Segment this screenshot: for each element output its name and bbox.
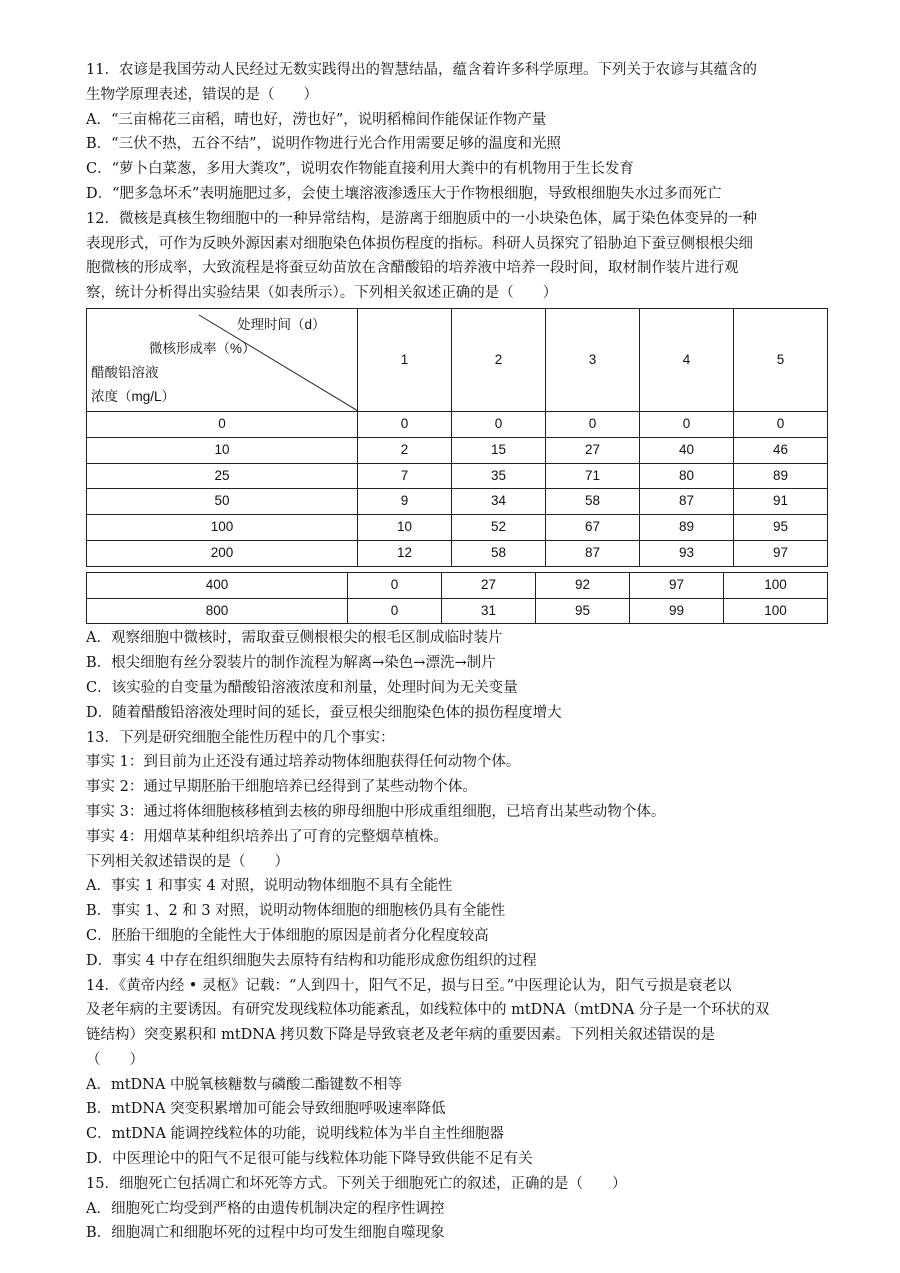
text-line: 15．细胞死亡包括凋亡和坏死等方式。下列关于细胞死亡的叙述，正确的是（ ）	[86, 1175, 627, 1192]
table-cell: 34	[452, 489, 546, 515]
text-line: 察，统计分析得出实验结果（如表所示）。下列相关叙述正确的是（ ）	[86, 285, 558, 302]
table-row	[87, 489, 828, 515]
day-header: 4	[640, 308, 734, 411]
table-cell: 10	[87, 437, 358, 463]
table-cell: 50	[87, 489, 358, 515]
table-cell: 89	[734, 463, 828, 489]
table-row	[87, 572, 828, 598]
table-cell: 7	[358, 463, 452, 489]
text-line: C．“萝卜白菜葱，多用大粪攻”，说明农作物能直接利用大粪中的有机物用于生长发育	[86, 161, 634, 178]
header-time-label: 处理时间（d）	[237, 316, 326, 332]
day-header: 2	[452, 308, 546, 411]
text-line: 事实 4：用烟草某种组织培养出了可育的完整烟草植株。	[86, 828, 448, 845]
diagonal-header-cell	[87, 308, 358, 411]
text-line: D．事实 4 中存在组织细胞失去原特有结构和功能形成愈伤组织的过程	[86, 952, 537, 969]
table-cell: 58	[546, 489, 640, 515]
table-cell: 58	[452, 540, 546, 566]
table-cell: 67	[546, 515, 640, 541]
table-cell: 87	[640, 489, 734, 515]
micronucleus-table-continued	[86, 572, 828, 625]
table-cell: 200	[87, 540, 358, 566]
text-line: 13．下列是研究细胞全能性历程中的几个事实：	[86, 729, 395, 746]
table-cell: 40	[640, 437, 734, 463]
table-cell: 0	[348, 572, 442, 598]
text-line: D．随着醋酸铅溶液处理时间的延长，蚕豆根尖细胞染色体的损伤程度增大	[86, 704, 562, 721]
day-header: 1	[358, 308, 452, 411]
text-line: 事实 2：通过早期胚胎干细胞培养已经得到了某些动物个体。	[86, 779, 477, 796]
table-cell: 100	[724, 572, 828, 598]
table-cell: 27	[442, 572, 536, 598]
text-line: C．该实验的自变量为醋酸铅溶液浓度和剂量，处理时间为无关变量	[86, 679, 518, 696]
table-cell: 89	[640, 515, 734, 541]
micronucleus-table	[86, 308, 828, 567]
table-cell: 97	[734, 540, 828, 566]
text-line: A．mtDNA 中脱氧核糖数与磷酸二酯键数不相等	[86, 1076, 402, 1093]
table-cell: 95	[734, 515, 828, 541]
table-cell: 0	[348, 598, 442, 624]
table-cell: 80	[640, 463, 734, 489]
table-cell: 46	[734, 437, 828, 463]
text-line: 胞微核的形成率，大致流程是将蚕豆幼苗放在含醋酸铅的培养液中培养一段时间，取材制作装片进行观	[86, 260, 739, 277]
table-cell: 97	[630, 572, 724, 598]
table-cell: 71	[546, 463, 640, 489]
table-cell: 0	[358, 411, 452, 437]
table-cell: 25	[87, 463, 358, 489]
text-line: B．细胞凋亡和细胞坏死的过程中均可发生细胞自噬现象	[86, 1225, 445, 1242]
table-cell: 9	[358, 489, 452, 515]
text-line: 生物学原理表述，错误的是（ ）	[86, 86, 318, 103]
text-line: 下列相关叙述错误的是（ ）	[86, 853, 289, 870]
text-line: A．细胞死亡均受到严格的由遗传机制决定的程序性调控	[86, 1200, 445, 1217]
table-cell: 0	[452, 411, 546, 437]
question-11-12-text	[86, 58, 826, 306]
header-conc-label-1: 醋酸铅溶液	[91, 364, 159, 380]
text-line: C．mtDNA 能调控线粒体的功能，说明线粒体为半自主性细胞器	[86, 1126, 505, 1143]
text-line: D．中医理论中的阳气不足很可能与线粒体功能下降导致供能不足有关	[86, 1151, 533, 1168]
table-cell: 0	[640, 411, 734, 437]
header-rate-label: 微核形成率（%）	[149, 340, 256, 356]
table-cell: 93	[640, 540, 734, 566]
text-line: A．“三亩棉花三亩稻，晴也好，涝也好”，说明稻棉间作能保证作物产量	[86, 111, 547, 128]
table-cell: 100	[87, 515, 358, 541]
table-row	[87, 540, 828, 566]
table-cell: 95	[536, 598, 630, 624]
text-line: 14．《黄帝内经 • 灵枢》记载：“人到四十，阳气不足，损与日至。”中医理论认为，阳气亏损是衰老以	[86, 977, 732, 994]
text-line: A．事实 1 和事实 4 对照，说明动物体细胞不具有全能性	[86, 878, 453, 895]
table-cell: 91	[734, 489, 828, 515]
table-row	[87, 463, 828, 489]
text-line: C．胚胎干细胞的全能性大于体细胞的原因是前者分化程度较高	[86, 927, 489, 944]
table-cell: 92	[536, 572, 630, 598]
table-row	[87, 437, 828, 463]
table-cell: 31	[442, 598, 536, 624]
table-cell: 0	[546, 411, 640, 437]
day-header: 3	[546, 308, 640, 411]
table-cell: 0	[87, 411, 358, 437]
data-table	[86, 308, 826, 624]
table-cell: 12	[358, 540, 452, 566]
day-header: 5	[734, 308, 828, 411]
header-conc-label-2: 浓度（mg/L）	[91, 388, 176, 404]
text-line: B．“三伏不热，五谷不结”，说明作物进行光合作用需要足够的温度和光照	[86, 136, 561, 153]
question-12-15-text	[86, 626, 826, 1246]
table-cell: 15	[452, 437, 546, 463]
table-cell: 2	[358, 437, 452, 463]
table-cell: 99	[630, 598, 724, 624]
table-cell: 400	[87, 572, 348, 598]
text-line: B．事实 1、2 和 3 对照，说明动物体细胞的细胞核仍具有全能性	[86, 903, 506, 920]
table-row	[87, 598, 828, 624]
table-cell: 52	[452, 515, 546, 541]
table-cell: 0	[734, 411, 828, 437]
text-line: 11．农谚是我国劳动人民经过无数实践得出的智慧结晶，蕴含着许多科学原理。下列关于农谚与其蕴含的	[86, 62, 757, 78]
table-cell: 27	[546, 437, 640, 463]
text-line: 链结构）突变累积和 mtDNA 拷贝数下降是导致衰老及老年病的重要因素。下列相关叙述错误的是	[86, 1027, 716, 1044]
table-cell: 35	[452, 463, 546, 489]
table-cell: 10	[358, 515, 452, 541]
table-cell: 87	[546, 540, 640, 566]
text-line: 事实 1：到目前为止还没有通过培养动物体细胞获得任何动物个体。	[86, 754, 521, 771]
table-row	[87, 411, 828, 437]
table-row	[87, 515, 828, 541]
text-line: 12．微核是真核生物细胞中的一种异常结构，是游离于细胞质中的一小块染色体，属于染色体变异的一种	[86, 210, 757, 227]
exam-page	[86, 58, 826, 1246]
text-line: 及老年病的主要诱因。有研究发现线粒体功能紊乱，如线粒体中的 mtDNA（mtDNA 分子是一个环状的双	[86, 1002, 770, 1019]
text-line: 事实 3：通过将体细胞核移植到去核的卵母细胞中形成重组细胞，已培育出某些动物个体。	[86, 803, 666, 820]
table-cell: 100	[724, 598, 828, 624]
table-cell: 800	[87, 598, 348, 624]
text-line: D．“肥多急坏禾”表明施肥过多，会使土壤溶液渗透压大于作物根细胞，导致根细胞失水过多而死亡	[86, 185, 722, 202]
text-line: B．根尖细胞有丝分裂装片的制作流程为解离→染色→漂洗→制片	[86, 655, 496, 672]
text-line: B．mtDNA 突变积累增加可能会导致细胞呼吸速率降低	[86, 1101, 446, 1118]
text-line: 表现形式，可作为反映外源因素对细胞染色体损伤程度的指标。科研人员探究了铅胁迫下蚕豆侧根根尖细	[86, 235, 753, 252]
text-line: A．观察细胞中微核时，需取蚕豆侧根根尖的根毛区制成临时装片	[86, 630, 503, 647]
text-line: （ ）	[86, 1051, 144, 1068]
